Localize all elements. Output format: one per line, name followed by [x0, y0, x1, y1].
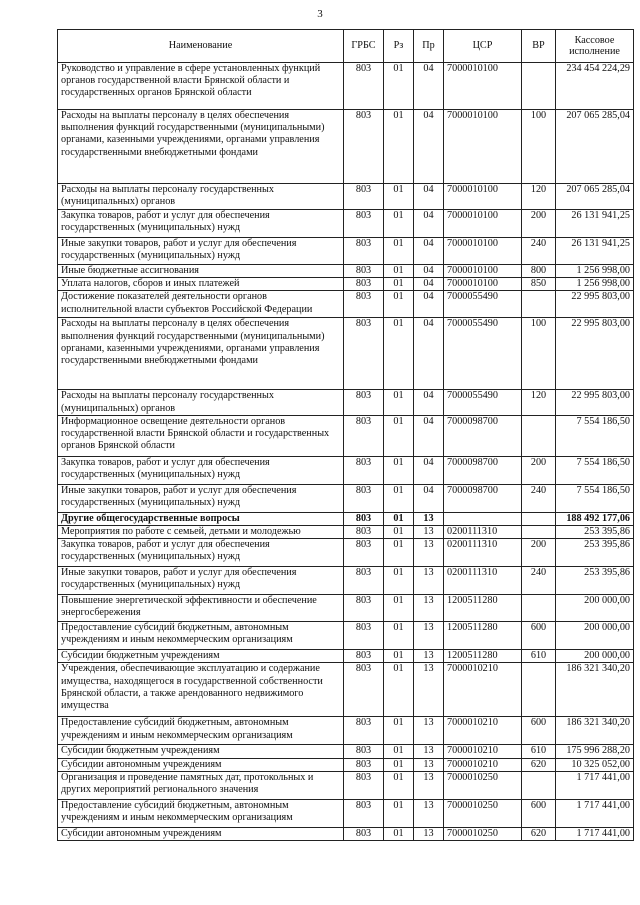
cell-name: Субсидии автономным учреждениям: [58, 827, 344, 840]
cell-amount: 253 395,86: [556, 567, 634, 595]
cell-amount: 200 000,00: [556, 622, 634, 650]
cell-rz: 01: [384, 827, 414, 840]
cell-pr: 13: [414, 595, 444, 622]
cell-grbs: 803: [344, 184, 384, 210]
table-row: [58, 512, 634, 525]
table-row: [58, 238, 634, 265]
cell-amount: 22 995 803,00: [556, 291, 634, 318]
table-row: [58, 390, 634, 415]
cell-rz: 01: [384, 63, 414, 110]
cell-vr: 600: [522, 622, 556, 650]
cell-vr: [522, 512, 556, 525]
cell-csr: 7000010210: [444, 758, 522, 771]
cell-name: Закупка товаров, работ и услуг для обеспечения государственных (муниципальных) нужд: [58, 456, 344, 484]
cell-grbs: 803: [344, 650, 384, 663]
cell-rz: 01: [384, 484, 414, 512]
cell-pr: 04: [414, 390, 444, 415]
cell-grbs: 803: [344, 318, 384, 390]
table-header-row: [58, 30, 634, 63]
cell-amount: 234 454 224,29: [556, 63, 634, 110]
cell-csr: 7000010250: [444, 771, 522, 799]
cell-vr: 620: [522, 827, 556, 840]
cell-rz: 01: [384, 456, 414, 484]
cell-csr: 1200511280: [444, 595, 522, 622]
table-row: [58, 622, 634, 650]
cell-pr: 04: [414, 456, 444, 484]
cell-amount: 26 131 941,25: [556, 210, 634, 238]
cell-grbs: 803: [344, 265, 384, 278]
cell-grbs: 803: [344, 663, 384, 717]
cell-pr: 04: [414, 484, 444, 512]
cell-name: Учреждения, обеспечивающие эксплуатацию и содержание имущества, находящегося в государственной собственности Брянской области, а также арендованного недвижимого имущества: [58, 663, 344, 717]
cell-amount: 1 256 998,00: [556, 278, 634, 291]
cell-grbs: 803: [344, 539, 384, 567]
cell-name: Субсидии бюджетным учреждениям: [58, 745, 344, 758]
cell-rz: 01: [384, 663, 414, 717]
table-row: [58, 484, 634, 512]
cell-amount: 26 131 941,25: [556, 238, 634, 265]
cell-pr: 04: [414, 63, 444, 110]
cell-name: Расходы на выплаты персоналу в целях обеспечения выполнения функций государственными (муниципальными) органами, казенными учреждениями, органами управления государственными внебюджетными фондами: [58, 318, 344, 390]
cell-rz: 01: [384, 110, 414, 184]
cell-grbs: 803: [344, 291, 384, 318]
cell-vr: 100: [522, 110, 556, 184]
cell-amount: 207 065 285,04: [556, 184, 634, 210]
cell-csr: 7000010100: [444, 210, 522, 238]
cell-name: Субсидии автономным учреждениям: [58, 758, 344, 771]
cell-amount: 186 321 340,20: [556, 663, 634, 717]
cell-rz: 01: [384, 650, 414, 663]
table-row: [58, 595, 634, 622]
table-row: [58, 745, 634, 758]
cell-csr: 7000010100: [444, 110, 522, 184]
cell-pr: 13: [414, 622, 444, 650]
cell-name: Иные закупки товаров, работ и услуг для обеспечения государственных (муниципальных) нужд: [58, 484, 344, 512]
cell-amount: 1 717 441,00: [556, 827, 634, 840]
cell-pr: 13: [414, 539, 444, 567]
table-row: [58, 827, 634, 840]
table-row: [58, 799, 634, 827]
cell-rz: 01: [384, 717, 414, 745]
cell-csr: 0200111310: [444, 567, 522, 595]
cell-csr: 7000010250: [444, 827, 522, 840]
cell-grbs: 803: [344, 63, 384, 110]
cell-grbs: 803: [344, 390, 384, 415]
cell-amount: 188 492 177,06: [556, 512, 634, 525]
cell-csr: 7000010100: [444, 265, 522, 278]
cell-csr: 7000098700: [444, 415, 522, 456]
table-row: [58, 663, 634, 717]
cell-vr: 600: [522, 717, 556, 745]
header-rz: Рз: [384, 30, 414, 63]
cell-vr: [522, 291, 556, 318]
budget-execution-table: [57, 29, 634, 841]
cell-csr: 7000098700: [444, 484, 522, 512]
cell-amount: 1 717 441,00: [556, 799, 634, 827]
table-row: [58, 567, 634, 595]
cell-rz: 01: [384, 526, 414, 539]
cell-amount: 186 321 340,20: [556, 717, 634, 745]
cell-pr: 04: [414, 318, 444, 390]
table-row: [58, 184, 634, 210]
cell-grbs: 803: [344, 827, 384, 840]
cell-amount: 1 717 441,00: [556, 771, 634, 799]
cell-grbs: 803: [344, 238, 384, 265]
header-name: Наименование: [58, 30, 344, 63]
cell-vr: 200: [522, 456, 556, 484]
cell-rz: 01: [384, 291, 414, 318]
cell-name: Предоставление субсидий бюджетным, автономным учреждениям и иным некоммерческим организациям: [58, 717, 344, 745]
cell-name: Информационное освещение деятельности органов государственной власти Брянской области и государственных органов Брянской области: [58, 415, 344, 456]
cell-name: Предоставление субсидий бюджетным, автономным учреждениям и иным некоммерческим организациям: [58, 799, 344, 827]
cell-csr: 7000010100: [444, 278, 522, 291]
cell-name: Организация и проведение памятных дат, протокольных и других мероприятий регионального значения: [58, 771, 344, 799]
cell-name: Предоставление субсидий бюджетным, автономным учреждениям и иным некоммерческим организациям: [58, 622, 344, 650]
table-row: [58, 526, 634, 539]
cell-pr: 04: [414, 291, 444, 318]
cell-csr: 1200511280: [444, 622, 522, 650]
cell-rz: 01: [384, 265, 414, 278]
cell-vr: 600: [522, 799, 556, 827]
cell-name: Другие общегосударственные вопросы: [58, 512, 344, 525]
cell-pr: 13: [414, 717, 444, 745]
header-grbs: ГРБС: [344, 30, 384, 63]
cell-rz: 01: [384, 184, 414, 210]
cell-csr: 7000010100: [444, 238, 522, 265]
cell-amount: 200 000,00: [556, 595, 634, 622]
cell-grbs: 803: [344, 526, 384, 539]
cell-pr: 13: [414, 799, 444, 827]
cell-vr: 610: [522, 745, 556, 758]
cell-grbs: 803: [344, 512, 384, 525]
cell-name: Уплата налогов, сборов и иных платежей: [58, 278, 344, 291]
cell-name: Иные закупки товаров, работ и услуг для обеспечения государственных (муниципальных) нужд: [58, 238, 344, 265]
cell-grbs: 803: [344, 278, 384, 291]
cell-vr: 240: [522, 238, 556, 265]
table-row: [58, 291, 634, 318]
cell-grbs: 803: [344, 758, 384, 771]
cell-csr: 0200111310: [444, 526, 522, 539]
table-row: [58, 210, 634, 238]
table-row: [58, 110, 634, 184]
cell-vr: 120: [522, 390, 556, 415]
cell-rz: 01: [384, 318, 414, 390]
cell-pr: 13: [414, 512, 444, 525]
cell-grbs: 803: [344, 415, 384, 456]
cell-csr: 1200511280: [444, 650, 522, 663]
cell-rz: 01: [384, 210, 414, 238]
table-row: [58, 650, 634, 663]
cell-rz: 01: [384, 595, 414, 622]
cell-csr: 7000010210: [444, 663, 522, 717]
cell-name: Повышение энергетической эффективности и обеспечение энергосбережения: [58, 595, 344, 622]
cell-vr: 620: [522, 758, 556, 771]
cell-pr: 13: [414, 567, 444, 595]
cell-amount: 1 256 998,00: [556, 265, 634, 278]
cell-grbs: 803: [344, 110, 384, 184]
cell-amount: 207 065 285,04: [556, 110, 634, 184]
cell-grbs: 803: [344, 484, 384, 512]
cell-csr: 7000098700: [444, 456, 522, 484]
table-row: [58, 415, 634, 456]
cell-vr: 100: [522, 318, 556, 390]
cell-rz: 01: [384, 745, 414, 758]
cell-rz: 01: [384, 622, 414, 650]
cell-vr: [522, 63, 556, 110]
cell-vr: [522, 526, 556, 539]
cell-amount: 22 995 803,00: [556, 318, 634, 390]
cell-vr: [522, 595, 556, 622]
cell-grbs: 803: [344, 622, 384, 650]
cell-csr: 7000010100: [444, 184, 522, 210]
cell-pr: 04: [414, 110, 444, 184]
cell-amount: 175 996 288,20: [556, 745, 634, 758]
cell-csr: [444, 512, 522, 525]
cell-rz: 01: [384, 539, 414, 567]
header-pr: Пр: [414, 30, 444, 63]
cell-vr: 240: [522, 567, 556, 595]
cell-grbs: 803: [344, 771, 384, 799]
cell-amount: 200 000,00: [556, 650, 634, 663]
cell-pr: 04: [414, 238, 444, 265]
cell-amount: 10 325 052,00: [556, 758, 634, 771]
cell-grbs: 803: [344, 799, 384, 827]
cell-rz: 01: [384, 238, 414, 265]
cell-name: Субсидии бюджетным учреждениям: [58, 650, 344, 663]
cell-rz: 01: [384, 512, 414, 525]
cell-vr: 240: [522, 484, 556, 512]
cell-vr: [522, 771, 556, 799]
cell-grbs: 803: [344, 717, 384, 745]
cell-grbs: 803: [344, 210, 384, 238]
cell-amount: 253 395,86: [556, 539, 634, 567]
cell-csr: 7000055490: [444, 318, 522, 390]
table-row: [58, 278, 634, 291]
cell-name: Руководство и управление в сфере установленных функций органов государственной власти Брянской области и государственных органов Брянской области: [58, 63, 344, 110]
cell-amount: 253 395,86: [556, 526, 634, 539]
cell-vr: [522, 663, 556, 717]
table-row: [58, 63, 634, 110]
cell-rz: 01: [384, 799, 414, 827]
cell-name: Расходы на выплаты персоналу государственных (муниципальных) органов: [58, 390, 344, 415]
cell-amount: 7 554 186,50: [556, 484, 634, 512]
cell-name: Иные закупки товаров, работ и услуг для обеспечения государственных (муниципальных) нужд: [58, 567, 344, 595]
cell-rz: 01: [384, 390, 414, 415]
cell-name: Расходы на выплаты персоналу в целях обеспечения выполнения функций государственными (муниципальными) органами, казенными учреждениями, органами управления государственными внебюджетными фондами: [58, 110, 344, 184]
header-amount-line1: Кассовое: [574, 34, 615, 46]
page-number: 3: [317, 8, 323, 20]
cell-csr: 7000055490: [444, 390, 522, 415]
cell-grbs: 803: [344, 567, 384, 595]
cell-vr: 120: [522, 184, 556, 210]
cell-vr: [522, 415, 556, 456]
cell-pr: 04: [414, 184, 444, 210]
table-row: [58, 265, 634, 278]
cell-name: Иные бюджетные ассигнования: [58, 265, 344, 278]
header-amount: [556, 30, 634, 63]
cell-pr: 13: [414, 650, 444, 663]
table-row: [58, 318, 634, 390]
cell-amount: 7 554 186,50: [556, 456, 634, 484]
cell-rz: 01: [384, 278, 414, 291]
cell-grbs: 803: [344, 595, 384, 622]
cell-rz: 01: [384, 567, 414, 595]
table-row: [58, 771, 634, 799]
table-row: [58, 539, 634, 567]
table-body: [58, 63, 634, 841]
cell-csr: 7000010210: [444, 745, 522, 758]
cell-pr: 04: [414, 210, 444, 238]
cell-pr: 04: [414, 415, 444, 456]
cell-pr: 13: [414, 758, 444, 771]
cell-vr: 850: [522, 278, 556, 291]
cell-name: Мероприятия по работе с семьей, детьми и молодежью: [58, 526, 344, 539]
table-row: [58, 758, 634, 771]
cell-csr: 7000055490: [444, 291, 522, 318]
cell-name: Закупка товаров, работ и услуг для обеспечения государственных (муниципальных) нужд: [58, 210, 344, 238]
cell-vr: 200: [522, 539, 556, 567]
cell-csr: 7000010210: [444, 717, 522, 745]
cell-pr: 04: [414, 278, 444, 291]
cell-name: Расходы на выплаты персоналу государственных (муниципальных) органов: [58, 184, 344, 210]
cell-grbs: 803: [344, 745, 384, 758]
cell-csr: 7000010100: [444, 63, 522, 110]
table-row: [58, 717, 634, 745]
cell-name: Закупка товаров, работ и услуг для обеспечения государственных (муниципальных) нужд: [58, 539, 344, 567]
cell-pr: 13: [414, 745, 444, 758]
cell-grbs: 803: [344, 456, 384, 484]
cell-name: Достижение показателей деятельности органов исполнительной власти субъектов Российской Федерации: [58, 291, 344, 318]
cell-vr: 200: [522, 210, 556, 238]
cell-amount: 22 995 803,00: [556, 390, 634, 415]
table-row: [58, 456, 634, 484]
cell-vr: 610: [522, 650, 556, 663]
cell-pr: 13: [414, 526, 444, 539]
cell-csr: 7000010250: [444, 799, 522, 827]
cell-rz: 01: [384, 771, 414, 799]
header-amount-line2: исполнение: [569, 46, 620, 57]
cell-pr: 13: [414, 771, 444, 799]
cell-pr: 13: [414, 663, 444, 717]
cell-amount: 7 554 186,50: [556, 415, 634, 456]
cell-vr: 800: [522, 265, 556, 278]
cell-csr: 0200111310: [444, 539, 522, 567]
cell-pr: 04: [414, 265, 444, 278]
cell-rz: 01: [384, 415, 414, 456]
cell-rz: 01: [384, 758, 414, 771]
header-vr: ВР: [522, 30, 556, 63]
header-csr: ЦСР: [444, 30, 522, 63]
cell-pr: 13: [414, 827, 444, 840]
